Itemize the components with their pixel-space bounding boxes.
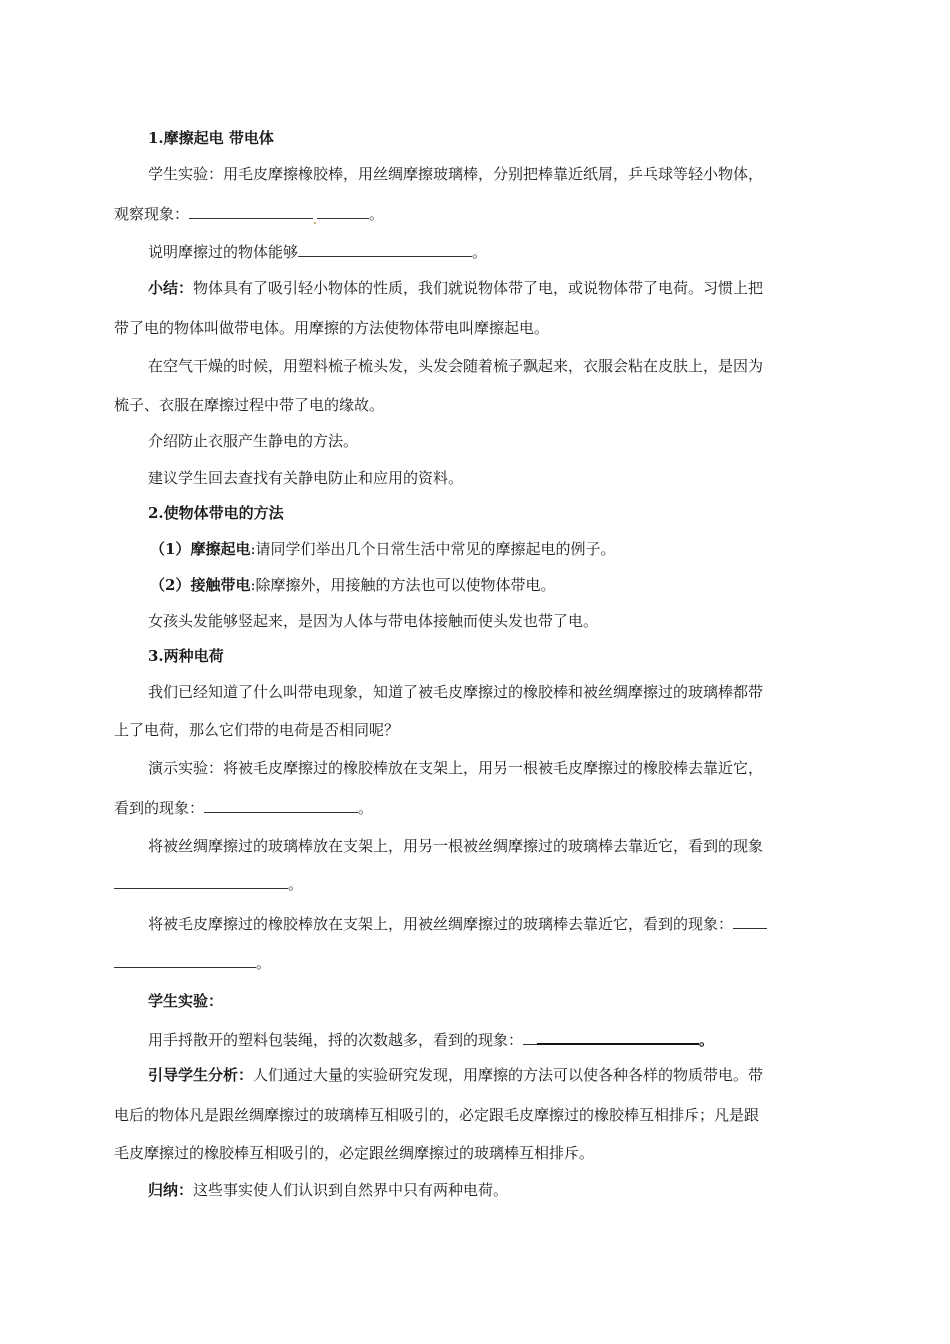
paragraph: 学生实验：用毛皮摩擦橡胶棒，用丝绸摩擦玻璃棒，分别把棒靠近纸屑，乒乓球等轻小物体， <box>148 165 764 183</box>
paragraph-text: 将被毛皮摩擦过的橡胶棒放在支架上，用被丝绸摩擦过的玻璃棒去靠近它，看到的现象： <box>148 915 734 933</box>
section-1-heading: 1.摩擦起电 带电体 <box>148 129 274 147</box>
fill-blank[interactable] <box>298 242 472 257</box>
paragraph-text: 。 <box>699 1031 715 1049</box>
paragraph-text: 。 <box>358 799 374 817</box>
student-experiment-label: 学生实验： <box>148 992 224 1010</box>
list-text: :除摩擦外，用接触的方法也可以使物体带电。 <box>250 576 556 594</box>
fill-blank[interactable] <box>537 1029 699 1045</box>
paragraph: 在空气干燥的时候，用塑料梳子梳头发，头发会随着梳子飘起来，衣服会粘在皮肤上，是因为 <box>148 357 764 375</box>
paragraph-text: 说明摩擦过的物体能够 <box>148 243 299 261</box>
paragraph: 演示实验：将被毛皮摩擦过的橡胶棒放在支架上，用另一根被毛皮摩擦过的橡胶棒去靠近它， <box>148 759 764 777</box>
paragraph: 介绍防止衣服产生静电的方法。 <box>148 432 359 450</box>
paragraph-continued: 梳子、衣服在摩擦过程中带了电的缘故。 <box>114 396 385 414</box>
fill-blank[interactable] <box>317 204 369 219</box>
paragraph-text: 用手捋散开的塑料包装绳，捋的次数越多，看到的现象： <box>148 1031 524 1049</box>
list-item <box>150 539 616 559</box>
conclusion-text: 这些事实使人们认识到自然界中只有两种电荷。 <box>193 1181 509 1199</box>
list-label: 接触带电 <box>190 576 251 594</box>
paragraph <box>148 1029 714 1050</box>
conclusion-label: 归纳： <box>148 1181 194 1199</box>
paragraph-continued: 上了电荷，那么它们带的电荷是否相同呢？ <box>114 721 400 739</box>
list-number: （2） <box>150 576 191 594</box>
paragraph-text: 。 <box>256 954 272 972</box>
paragraph-text: 。 <box>472 243 488 261</box>
guide-text: 人们通过大量的实验研究发现，用摩擦的方法可以使各种各样的物质带电。带 <box>253 1066 764 1084</box>
list-item <box>150 575 556 595</box>
fill-blank[interactable] <box>189 204 313 219</box>
paragraph <box>148 242 487 262</box>
guide-continued: 电后的物体凡是跟丝绸摩擦过的玻璃棒互相吸引的，必定跟毛皮摩擦过的橡胶棒互相排斥；凡是跟 <box>114 1106 760 1124</box>
paragraph-continued <box>114 874 303 894</box>
paragraph-text: 观察现象： <box>114 205 190 223</box>
paragraph-text: 。 <box>288 875 304 893</box>
guide-label: 引导学生分析： <box>148 1066 254 1084</box>
section-3-heading: 3.两种电荷 <box>148 647 224 665</box>
guide-continued: 毛皮摩擦过的橡胶棒互相吸引的，必定跟丝绸摩擦过的玻璃棒互相排斥。 <box>114 1144 595 1162</box>
paragraph: 女孩头发能够竖起来，是因为人体与带电体接触而使头发也带了电。 <box>148 612 599 630</box>
fill-blank[interactable] <box>523 1030 537 1045</box>
conclusion <box>148 1180 508 1200</box>
section-2-heading: 2.使物体带电的方法 <box>148 504 284 522</box>
list-label: 摩擦起电 <box>190 540 251 558</box>
summary-continued: 带了电的物体叫做带电体。用摩擦的方法使物体带电叫摩擦起电。 <box>114 319 550 337</box>
summary-text: 物体具有了吸引轻小物体的性质，我们就说物体带了电，或说物体带了电荷。习惯上把 <box>193 279 764 297</box>
fill-blank[interactable] <box>114 953 256 968</box>
list-number: （1） <box>150 540 191 558</box>
paragraph: 建议学生回去查找有关静电防止和应用的资料。 <box>148 469 464 487</box>
summary <box>148 278 763 298</box>
ink-dot <box>314 222 316 224</box>
paragraph <box>114 204 384 224</box>
fill-blank[interactable] <box>114 874 288 889</box>
paragraph: 将被丝绸摩擦过的玻璃棒放在支架上，用另一根被丝绸摩擦过的玻璃棒去靠近它，看到的现象 <box>148 837 764 855</box>
fill-blank[interactable] <box>733 914 767 929</box>
paragraph-continued <box>114 798 373 818</box>
paragraph: 我们已经知道了什么叫带电现象，知道了被毛皮摩擦过的橡胶棒和被丝绸摩擦过的玻璃棒都带 <box>148 683 764 701</box>
fill-blank[interactable] <box>204 798 358 813</box>
paragraph-text: 。 <box>369 205 385 223</box>
guide-analysis <box>148 1065 763 1085</box>
paragraph <box>148 914 767 934</box>
paragraph-continued <box>114 953 271 973</box>
summary-label: 小结： <box>148 279 194 297</box>
paragraph-text: 看到的现象： <box>114 799 205 817</box>
list-text: :请同学们举出几个日常生活中常见的摩擦起电的例子。 <box>250 540 616 558</box>
